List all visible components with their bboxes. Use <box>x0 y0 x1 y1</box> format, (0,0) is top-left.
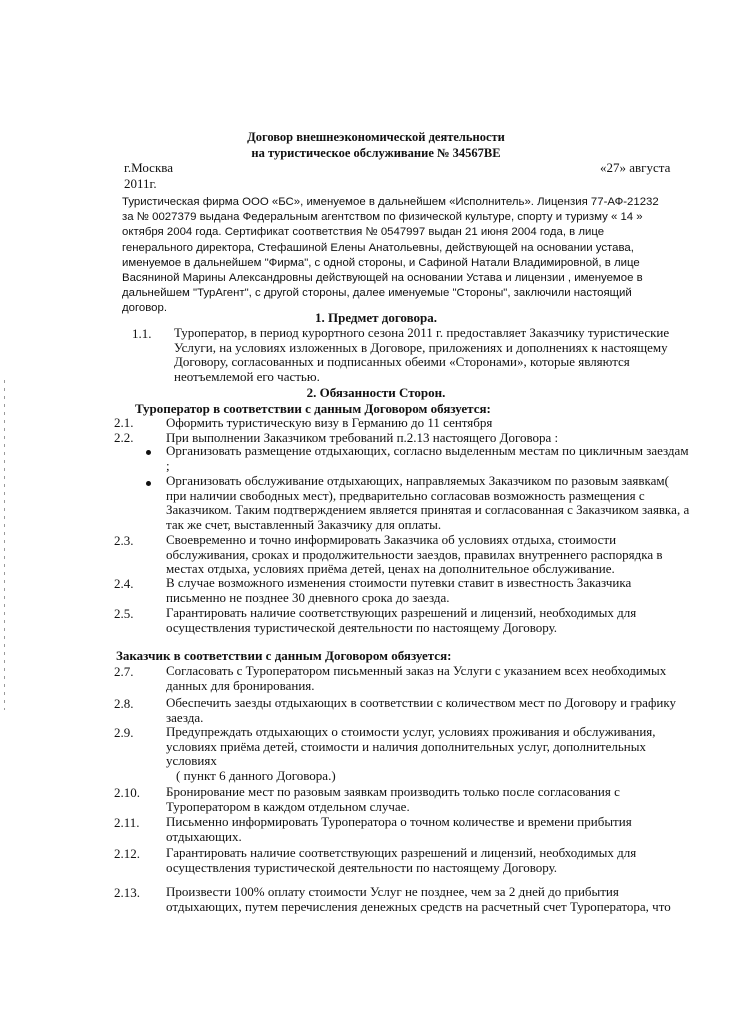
intro-line: дальнейшем "ТурАгент", с другой стороны, далее именуемые "Стороны", заключили настоящий <box>122 287 632 300</box>
clause-2-11-text <box>166 815 632 844</box>
clause-line: Обеспечить заезды отдыхающих в соответствии с количеством мест по Договору и графику <box>166 695 676 710</box>
clause-2-5-text <box>166 606 636 635</box>
subsection-operator-heading: Туроператор в соответствии с данным Договором обязуется: <box>135 401 491 416</box>
clause-line: Договору, согласованных и подписанных обеими «Сторонами», которые являются <box>174 354 630 370</box>
intro-line: генерального директора, Стефашиной Елены Анатольевны, действующей на основании устава, <box>122 241 634 254</box>
bullet-2-text <box>166 474 689 532</box>
clause-line: Туроператором в каждом отдельном случае. <box>166 798 410 814</box>
clause-line: отдыхающих, путем перечисления денежных средств на расчетный счет Туроператора, что <box>166 898 671 914</box>
intro-line: за № 0027379 выдана Федеральным агентством по физической культуре, спорту и туризму « 14 » <box>122 211 643 224</box>
clause-line: Гарантировать наличие соответствующих разрешений и лицензий, необходимых для <box>166 845 637 860</box>
clause-line: Произвести 100% оплату стоимости Услуг не позднее, чем за 2 дней до прибытия <box>166 884 619 899</box>
clause-2-12-text <box>166 846 636 875</box>
subsection-customer-heading: Заказчик в соответствии с данным Договором обязуется: <box>116 648 452 663</box>
intro-line: Туристическая фирма ООО «БС», именуемое в дальнейшем «Исполнитель». Лицензия 77-АФ-21232 <box>122 196 659 208</box>
clause-number: 2.5. <box>114 606 134 621</box>
clause-line: письменно не позднее 30 дневного срока до заезда. <box>166 589 450 605</box>
clause-line: осуществления туристической деятельности по настоящему Договору. <box>166 859 558 875</box>
bullet-line: так же счет, выставленный Заказчику для оплаты. <box>166 516 442 532</box>
clause-number: 2.3. <box>114 533 134 548</box>
clause-2-9-text <box>166 725 656 783</box>
doc-year: 2011г. <box>124 176 157 191</box>
bullet-line: при наличии свободных мест), предварительно согласовав возможность размещения с <box>166 487 645 503</box>
clause-2-10-text <box>166 785 620 814</box>
clause-line: Письменно информировать Туроператора о точном количестве и времени прибытия <box>166 814 632 829</box>
intro-line: октября 2004 года. Сертификат соответствия № 0547997 выдан 21 июня 2004 года, в лице <box>122 226 605 239</box>
clause-line: условиях приёма детей, стоимости и наличия дополнительных услуг, дополнительных <box>166 738 646 754</box>
clause-2-3-text <box>166 533 662 577</box>
clause-2-2-text: При выполнении Заказчиком требований п.2.13 настоящего Договора : <box>166 430 559 445</box>
doc-date: «27» августа <box>600 160 671 175</box>
clause-line: Услуги, на условиях изложенных в Договоре, приложениях и дополнениях к настоящему <box>174 339 668 355</box>
intro-paragraph <box>122 195 688 317</box>
intro-line: именуемое в дальнейшем "Фирма", с одной стороны, и Сафиной Натали Владимировной, в лице <box>122 256 640 269</box>
bullet-icon <box>146 450 151 455</box>
bullet-line: ; <box>166 457 170 473</box>
intro-line: договор. <box>122 302 167 315</box>
clause-number: 2.13. <box>114 885 140 900</box>
scan-edge-mark <box>4 380 5 710</box>
clause-line: Гарантировать наличие соответствующих разрешений и лицензий, необходимых для <box>166 605 637 620</box>
clause-2-13-text <box>166 885 671 914</box>
bullet-line: Организовать обслуживание отдыхающих, направляемых Заказчиком по разовым заявкам( <box>166 473 669 488</box>
clause-line: заезда. <box>166 709 204 725</box>
clause-number: 2.2. <box>114 430 134 445</box>
clause-line: Согласовать с Туроператором письменный заказ на Услуги с указанием всех необходимых <box>166 663 667 678</box>
bullet-icon <box>146 481 151 486</box>
bullet-line: Заказчиком. Таким подтверждением является принятая и согласованная с Заказчиком заявка, а <box>166 502 690 518</box>
clause-line: обслуживания, сроках и продолжительности заездов, правилах внутреннего распорядка в <box>166 546 663 562</box>
clause-number: 2.7. <box>114 664 134 679</box>
intro-line: Васяниной Марины Александровны действующей на основании Устава и лицензии , именуемое в <box>122 272 643 285</box>
bullet-1-text <box>166 444 689 473</box>
clause-line: Своевременно и точно информировать Заказчика об условиях отдыха, стоимости <box>166 532 617 547</box>
doc-title-line2: на туристическое обслуживание № 34567ВЕ <box>251 146 501 160</box>
clause-number: 2.9. <box>114 725 134 740</box>
clause-line: ( пункт 6 данного Договора.) <box>176 767 336 783</box>
clause-number: 2.1. <box>114 415 134 430</box>
clause-line: условиях <box>166 753 217 769</box>
clause-line: местах отдыха, условиях приёма детей, ценах на дополнительное обслуживание. <box>166 561 615 577</box>
clause-2-8-text <box>166 696 676 725</box>
clause-line: осуществления туристической деятельности по настоящему Договору. <box>166 619 558 635</box>
clause-line: отдыхающих. <box>166 828 242 844</box>
doc-title-line1: Договор внешнеэкономической деятельности <box>247 130 505 144</box>
clause-2-4-text <box>166 576 631 605</box>
clause-number: 2.8. <box>114 696 134 711</box>
doc-city: г.Москва <box>124 160 173 175</box>
clause-2-1-text: Оформить туристическую визу в Германию до 11 сентября <box>166 415 493 430</box>
clause-2-7-text <box>166 664 666 693</box>
section-1-heading: 1. Предмет договора. <box>314 310 438 325</box>
clause-number: 2.11. <box>114 815 140 830</box>
clause-line: Бронирование мест по разовым заявкам производить только после согласования с <box>166 784 620 799</box>
clause-line: Туроператор, в период курортного сезона 2011 г. предоставляет Заказчику туристические <box>174 325 670 340</box>
section-2-heading: 2. Обязанности Сторон. <box>306 385 446 400</box>
clause-1-1-text <box>174 326 669 384</box>
clause-number: 2.4. <box>114 576 134 591</box>
clause-line: В случае возможного изменения стоимости путевки ставит в известность Заказчика <box>166 575 632 590</box>
bullet-line: Организовать размещение отдыхающих, согласно выделенным местам по цикличным заездам <box>166 443 689 458</box>
clause-line: Предупреждать отдыхающих о стоимости услуг, условиях проживания и обслуживания, <box>166 724 656 739</box>
clause-line: данных для бронирования. <box>166 677 315 693</box>
clause-number: 2.12. <box>114 846 140 861</box>
clause-line: неотъемлемой его частью. <box>174 368 320 384</box>
clause-number: 2.10. <box>114 785 140 800</box>
clause-number: 1.1. <box>132 326 152 341</box>
